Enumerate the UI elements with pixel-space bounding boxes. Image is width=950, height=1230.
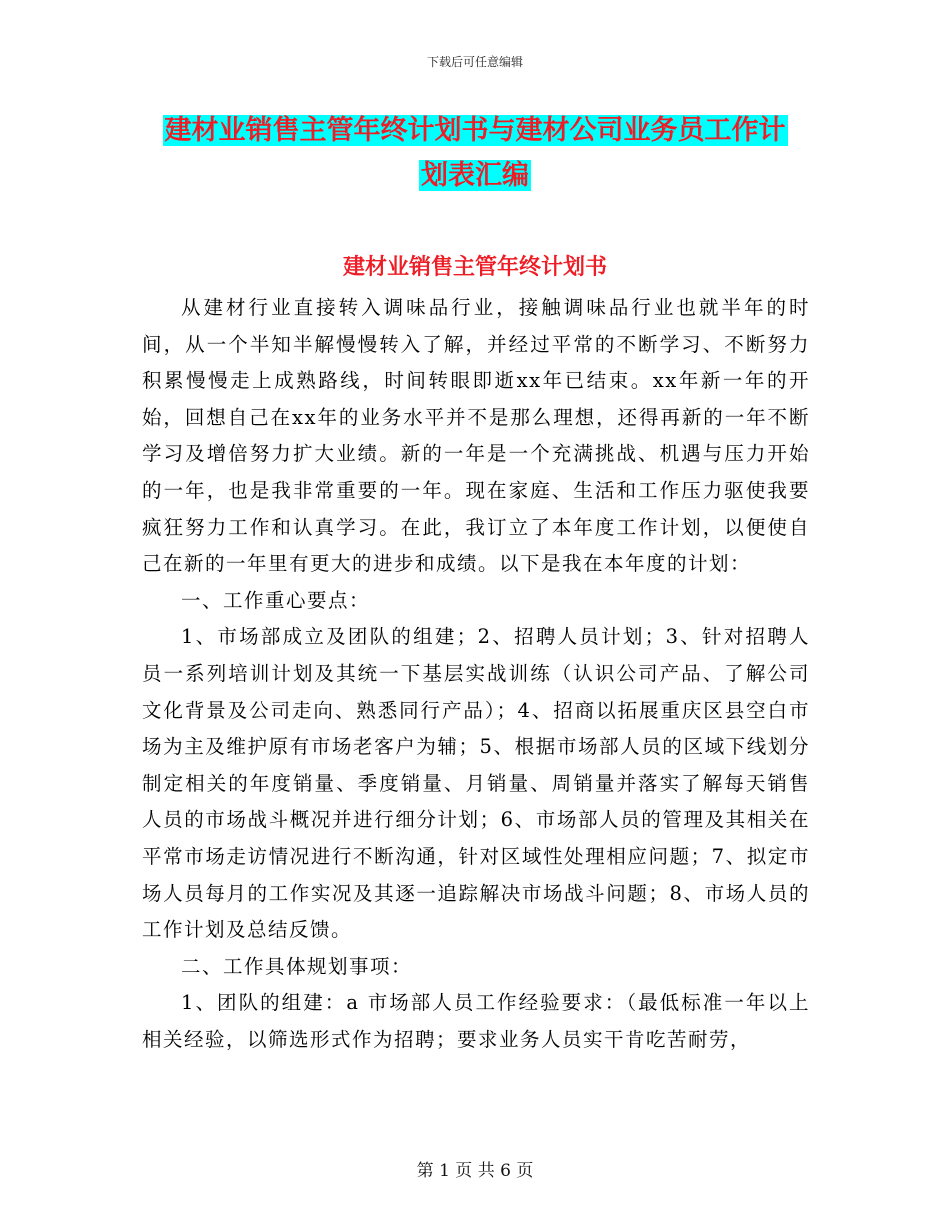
paragraph-heading-1: 一、工作重心要点： (181, 588, 371, 612)
document-title-line-1: 建材业销售主管年终计划书与建材公司业务员工作计 (164, 115, 786, 146)
paragraph-heading-2: 二、工作具体规划事项： (181, 954, 413, 978)
document-title (150, 108, 800, 198)
paragraph-key-points: 1、市场部成立及团队的组建；2、招聘人员计划；3、针对招聘人员一系列培训计划及其统一下基层实战训练（认识公司产品、了解公司文化背景及公司走向、熟悉同行产品）；4、招商以拓展重庆区县空白市场为主及维护原有市场老客户为辅；5、根据市场部人员的区域下线划分制定相关的年度销量、季度销量、月销量、周销量并落实了解每天销售人员的市场战斗概况并进行细分计划；6、市场部人员的管理及其相关在平常市场走访情况进行不断沟通，针对区域性处理相应问题；7、拟定市场人员每月的工作实况及其逐一追踪解决市场战斗问题；8、市场人员的工作计划及总结反馈。 (142, 625, 810, 942)
page-number-footer: 第 1 页 共 6 页 (416, 1161, 534, 1181)
paragraph-intro: 从建材行业直接转入调味品行业，接触调味品行业也就半年的时间，从一个半知半解慢慢转入了解，并经过平常的不断学习、不断努力积累慢慢走上成熟路线，时间转眼即逝xx年已结束。xx年新一年的开始，回想自己在xx年的业务水平并不是那么理想，还得再新的一年不断学习及增倍努力扩大业绩。新的一年是一个充满挑战、机遇与压力开始的一年，也是我非常重要的一年。现在家庭、生活和工作压力驱使我要疯狂努力工作和认真学习。在此，我订立了本年度工作计划，以便使自己在新的一年里有更大的进步和成绩。以下是我在本年度的计划： (142, 296, 810, 576)
body-text (142, 290, 810, 1058)
header-note: 下载后可任意编辑 (426, 55, 523, 69)
document-title-line-2: 划表汇编 (421, 160, 529, 191)
paragraph-team-building: 1、团队的组建：a 市场部人员工作经验要求：（最低标准一年以上相关经验，以筛选形式作为招聘；要求业务人员实干肯吃苦耐劳， (142, 991, 810, 1051)
section-title: 建材业销售主管年终计划书 (342, 255, 607, 280)
